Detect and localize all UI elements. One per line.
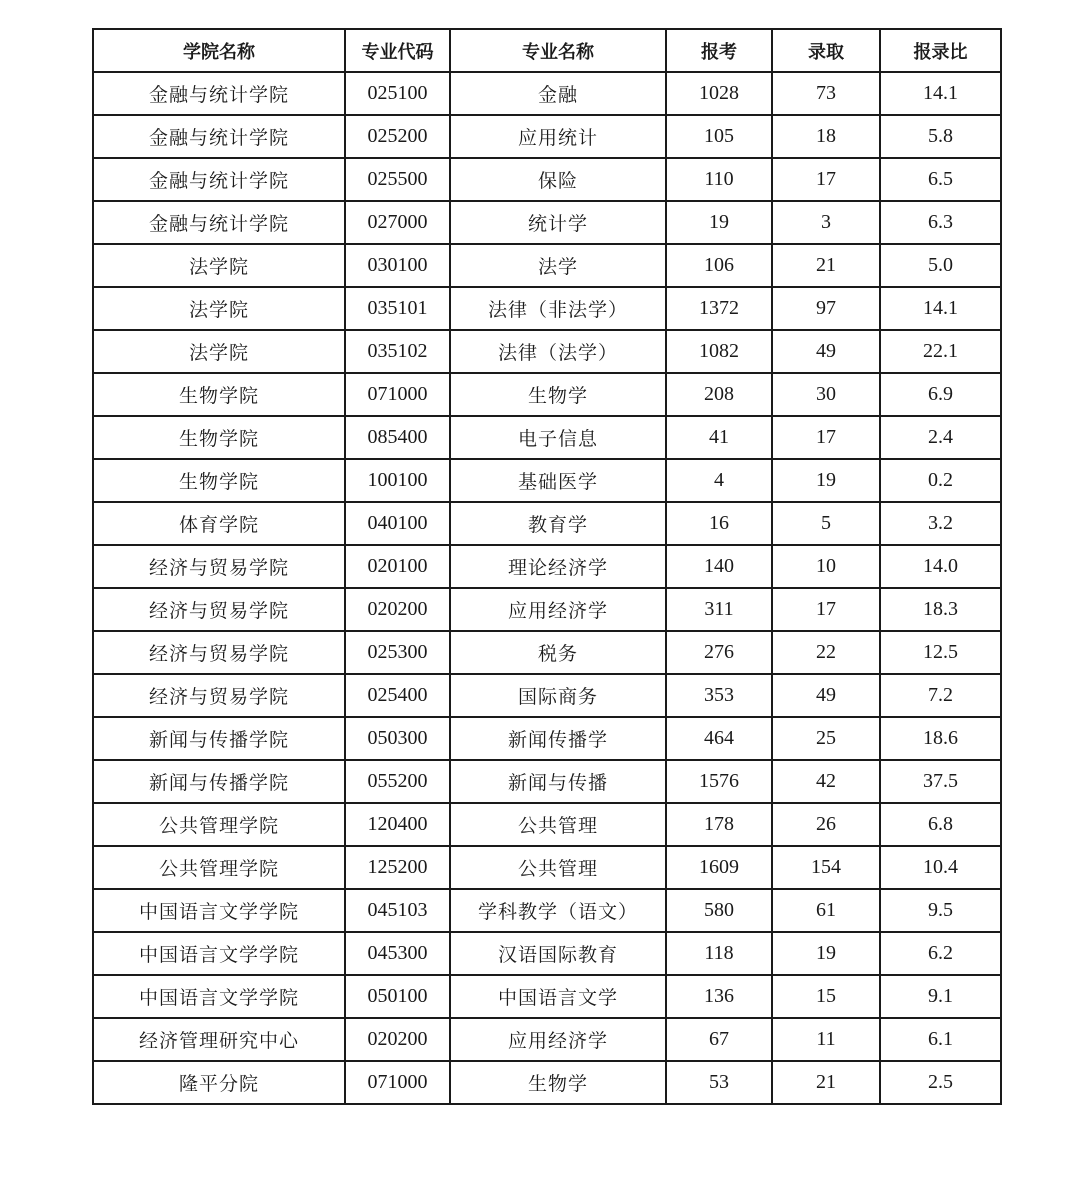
- cell-admitted: 19: [772, 932, 880, 975]
- table-row: [93, 631, 1001, 674]
- table-row: [93, 674, 1001, 717]
- cell-admitted: 73: [772, 72, 880, 115]
- table-row: [93, 72, 1001, 115]
- cell-major-code: 100100: [345, 459, 450, 502]
- cell-admitted: 49: [772, 674, 880, 717]
- cell-college: 经济与贸易学院: [93, 588, 345, 631]
- cell-major-name: 法学: [450, 244, 666, 287]
- cell-admitted: 61: [772, 889, 880, 932]
- cell-major-code: 050300: [345, 717, 450, 760]
- cell-applicants: 276: [666, 631, 772, 674]
- cell-major-code: 025400: [345, 674, 450, 717]
- cell-major-code: 025100: [345, 72, 450, 115]
- cell-admitted: 17: [772, 416, 880, 459]
- cell-college: 经济与贸易学院: [93, 674, 345, 717]
- cell-major-name: 公共管理: [450, 803, 666, 846]
- cell-applicants: 118: [666, 932, 772, 975]
- cell-major-name: 理论经济学: [450, 545, 666, 588]
- cell-admitted: 10: [772, 545, 880, 588]
- cell-major-code: 035101: [345, 287, 450, 330]
- cell-college: 生物学院: [93, 373, 345, 416]
- cell-major-code: 020200: [345, 588, 450, 631]
- cell-college: 公共管理学院: [93, 846, 345, 889]
- table-row: [93, 1061, 1001, 1104]
- cell-college: 金融与统计学院: [93, 72, 345, 115]
- cell-applicants: 1609: [666, 846, 772, 889]
- cell-college: 中国语言文学学院: [93, 889, 345, 932]
- table-header: [93, 29, 1001, 72]
- cell-major-name: 学科教学（语文）: [450, 889, 666, 932]
- table-row: [93, 1018, 1001, 1061]
- cell-admitted: 42: [772, 760, 880, 803]
- cell-admitted: 30: [772, 373, 880, 416]
- table-row: [93, 115, 1001, 158]
- cell-admitted: 25: [772, 717, 880, 760]
- cell-major-code: 025500: [345, 158, 450, 201]
- cell-applicants: 41: [666, 416, 772, 459]
- header-ratio: 报录比: [880, 29, 1001, 72]
- cell-major-name: 生物学: [450, 373, 666, 416]
- cell-admitted: 21: [772, 1061, 880, 1104]
- cell-major-name: 保险: [450, 158, 666, 201]
- cell-college: 生物学院: [93, 416, 345, 459]
- cell-ratio: 6.3: [880, 201, 1001, 244]
- cell-ratio: 5.0: [880, 244, 1001, 287]
- cell-college: 经济与贸易学院: [93, 631, 345, 674]
- cell-major-code: 030100: [345, 244, 450, 287]
- cell-applicants: 1576: [666, 760, 772, 803]
- cell-applicants: 580: [666, 889, 772, 932]
- cell-applicants: 110: [666, 158, 772, 201]
- table-row: [93, 803, 1001, 846]
- cell-college: 中国语言文学学院: [93, 932, 345, 975]
- cell-admitted: 22: [772, 631, 880, 674]
- cell-ratio: 2.5: [880, 1061, 1001, 1104]
- cell-major-name: 金融: [450, 72, 666, 115]
- table-row: [93, 201, 1001, 244]
- cell-major-name: 基础医学: [450, 459, 666, 502]
- cell-admitted: 154: [772, 846, 880, 889]
- table-row: [93, 588, 1001, 631]
- table-row: [93, 244, 1001, 287]
- cell-applicants: 19: [666, 201, 772, 244]
- cell-major-name: 教育学: [450, 502, 666, 545]
- table-row: [93, 287, 1001, 330]
- table-row: [93, 416, 1001, 459]
- cell-admitted: 26: [772, 803, 880, 846]
- cell-ratio: 37.5: [880, 760, 1001, 803]
- cell-ratio: 6.8: [880, 803, 1001, 846]
- cell-admitted: 19: [772, 459, 880, 502]
- cell-major-name: 汉语国际教育: [450, 932, 666, 975]
- cell-applicants: 353: [666, 674, 772, 717]
- header-applicants: 报考: [666, 29, 772, 72]
- cell-major-name: 法律（法学）: [450, 330, 666, 373]
- cell-ratio: 10.4: [880, 846, 1001, 889]
- table-row: [93, 545, 1001, 588]
- cell-college: 经济管理研究中心: [93, 1018, 345, 1061]
- table-row: [93, 158, 1001, 201]
- cell-ratio: 9.1: [880, 975, 1001, 1018]
- cell-ratio: 14.1: [880, 287, 1001, 330]
- cell-major-code: 025300: [345, 631, 450, 674]
- cell-ratio: 0.2: [880, 459, 1001, 502]
- table-body: [93, 72, 1001, 1104]
- table-row: [93, 846, 1001, 889]
- cell-ratio: 2.4: [880, 416, 1001, 459]
- cell-applicants: 140: [666, 545, 772, 588]
- table-row: [93, 459, 1001, 502]
- cell-applicants: 106: [666, 244, 772, 287]
- cell-major-code: 020100: [345, 545, 450, 588]
- cell-college: 法学院: [93, 287, 345, 330]
- cell-major-name: 应用经济学: [450, 1018, 666, 1061]
- table-row: [93, 932, 1001, 975]
- cell-applicants: 178: [666, 803, 772, 846]
- cell-ratio: 18.6: [880, 717, 1001, 760]
- cell-major-name: 中国语言文学: [450, 975, 666, 1018]
- table-row: [93, 373, 1001, 416]
- cell-admitted: 5: [772, 502, 880, 545]
- cell-major-name: 新闻传播学: [450, 717, 666, 760]
- cell-ratio: 12.5: [880, 631, 1001, 674]
- cell-major-code: 035102: [345, 330, 450, 373]
- cell-major-name: 应用统计: [450, 115, 666, 158]
- cell-major-code: 045300: [345, 932, 450, 975]
- cell-admitted: 97: [772, 287, 880, 330]
- cell-applicants: 1372: [666, 287, 772, 330]
- cell-college: 法学院: [93, 244, 345, 287]
- cell-admitted: 49: [772, 330, 880, 373]
- table-row: [93, 330, 1001, 373]
- table-row: [93, 717, 1001, 760]
- cell-college: 新闻与传播学院: [93, 760, 345, 803]
- cell-major-name: 公共管理: [450, 846, 666, 889]
- cell-admitted: 11: [772, 1018, 880, 1061]
- header-admitted: 录取: [772, 29, 880, 72]
- cell-major-code: 125200: [345, 846, 450, 889]
- cell-major-code: 071000: [345, 373, 450, 416]
- cell-applicants: 4: [666, 459, 772, 502]
- cell-college: 中国语言文学学院: [93, 975, 345, 1018]
- cell-applicants: 53: [666, 1061, 772, 1104]
- cell-college: 生物学院: [93, 459, 345, 502]
- table-row: [93, 975, 1001, 1018]
- cell-major-name: 应用经济学: [450, 588, 666, 631]
- cell-major-code: 025200: [345, 115, 450, 158]
- cell-applicants: 67: [666, 1018, 772, 1061]
- cell-major-code: 055200: [345, 760, 450, 803]
- cell-major-code: 020200: [345, 1018, 450, 1061]
- cell-major-name: 法律（非法学）: [450, 287, 666, 330]
- cell-major-name: 统计学: [450, 201, 666, 244]
- cell-applicants: 208: [666, 373, 772, 416]
- cell-applicants: 105: [666, 115, 772, 158]
- cell-applicants: 464: [666, 717, 772, 760]
- cell-ratio: 3.2: [880, 502, 1001, 545]
- cell-ratio: 6.9: [880, 373, 1001, 416]
- cell-applicants: 136: [666, 975, 772, 1018]
- cell-major-code: 050100: [345, 975, 450, 1018]
- header-college: 学院名称: [93, 29, 345, 72]
- cell-applicants: 1082: [666, 330, 772, 373]
- cell-applicants: 311: [666, 588, 772, 631]
- cell-ratio: 14.0: [880, 545, 1001, 588]
- cell-college: 法学院: [93, 330, 345, 373]
- cell-major-code: 120400: [345, 803, 450, 846]
- cell-ratio: 5.8: [880, 115, 1001, 158]
- cell-applicants: 1028: [666, 72, 772, 115]
- cell-college: 金融与统计学院: [93, 158, 345, 201]
- cell-ratio: 18.3: [880, 588, 1001, 631]
- cell-major-name: 国际商务: [450, 674, 666, 717]
- table-row: [93, 889, 1001, 932]
- cell-college: 经济与贸易学院: [93, 545, 345, 588]
- cell-ratio: 6.5: [880, 158, 1001, 201]
- cell-admitted: 21: [772, 244, 880, 287]
- cell-college: 隆平分院: [93, 1061, 345, 1104]
- cell-major-name: 电子信息: [450, 416, 666, 459]
- cell-major-code: 040100: [345, 502, 450, 545]
- cell-ratio: 14.1: [880, 72, 1001, 115]
- cell-admitted: 17: [772, 158, 880, 201]
- admissions-table: [92, 28, 1002, 1105]
- cell-major-name: 新闻与传播: [450, 760, 666, 803]
- cell-major-code: 027000: [345, 201, 450, 244]
- header-row: [93, 29, 1001, 72]
- cell-major-code: 085400: [345, 416, 450, 459]
- cell-college: 金融与统计学院: [93, 115, 345, 158]
- cell-ratio: 9.5: [880, 889, 1001, 932]
- table-row: [93, 760, 1001, 803]
- table-row: [93, 502, 1001, 545]
- cell-college: 体育学院: [93, 502, 345, 545]
- cell-major-name: 税务: [450, 631, 666, 674]
- cell-admitted: 15: [772, 975, 880, 1018]
- header-major-code: 专业代码: [345, 29, 450, 72]
- cell-applicants: 16: [666, 502, 772, 545]
- header-major-name: 专业名称: [450, 29, 666, 72]
- cell-major-name: 生物学: [450, 1061, 666, 1104]
- cell-major-code: 045103: [345, 889, 450, 932]
- cell-ratio: 22.1: [880, 330, 1001, 373]
- cell-ratio: 7.2: [880, 674, 1001, 717]
- cell-ratio: 6.1: [880, 1018, 1001, 1061]
- cell-college: 公共管理学院: [93, 803, 345, 846]
- cell-ratio: 6.2: [880, 932, 1001, 975]
- cell-admitted: 17: [772, 588, 880, 631]
- cell-major-code: 071000: [345, 1061, 450, 1104]
- cell-college: 金融与统计学院: [93, 201, 345, 244]
- cell-admitted: 3: [772, 201, 880, 244]
- cell-admitted: 18: [772, 115, 880, 158]
- cell-college: 新闻与传播学院: [93, 717, 345, 760]
